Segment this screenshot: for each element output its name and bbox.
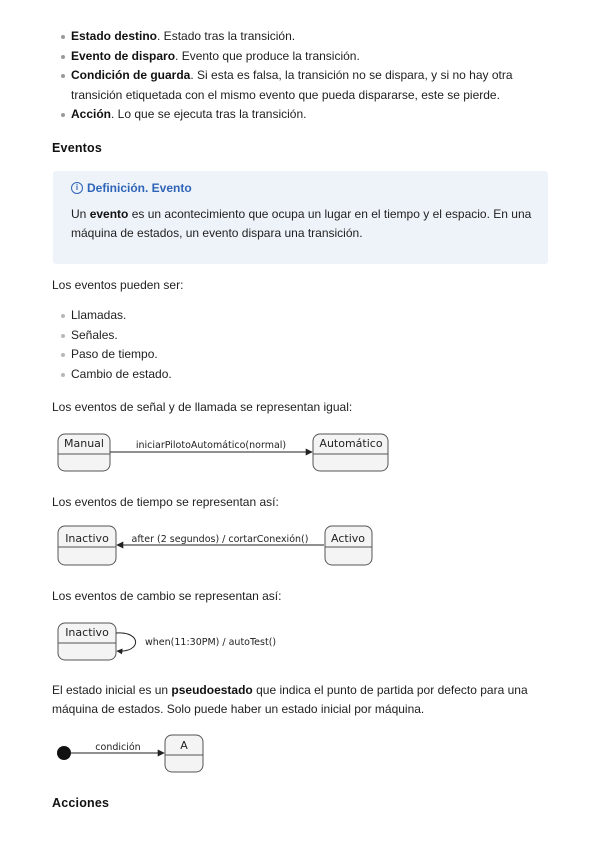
state-manual-label: Manual xyxy=(64,437,104,450)
list-item-desc: . Si esta es falsa, la transición no se dispara, y si no hay otra transición etiquetada con el mismo evento que pueda dispararse, este se pierde. xyxy=(71,68,513,102)
info-icon: i xyxy=(71,182,83,194)
self-transition-arrow xyxy=(116,633,136,651)
acciones-heading: Acciones xyxy=(52,796,110,810)
list-item-desc: . Estado tras la transición. xyxy=(157,29,296,43)
state-inactivo xyxy=(58,623,116,660)
callout-body-after: es un acontecimiento que ocupa un lugar en el tiempo y el espacio. En una máquina de estados, un evento dispara una transición. xyxy=(71,207,532,240)
initial-state-paragraph xyxy=(52,681,552,719)
initial-state-diagram xyxy=(0,730,600,780)
definition-callout xyxy=(53,171,548,264)
transition-label: iniciarPilotoAutomático(normal) xyxy=(135,440,287,451)
state-activo-label: Activo xyxy=(331,532,365,545)
state-inactivo-label: Inactivo xyxy=(65,532,109,545)
list-item xyxy=(52,47,552,67)
state-inactivo xyxy=(58,526,116,565)
list-item: Cambio de estado. xyxy=(52,365,552,385)
list-item-term: Condición de guarda xyxy=(71,68,191,82)
list-item: Llamadas. xyxy=(52,306,552,326)
callout-title-text: Definición. Evento xyxy=(87,181,192,195)
eventos-heading: Eventos xyxy=(52,141,103,155)
list-item: Señales. xyxy=(52,326,552,346)
initial-after: que indica el punto de partida por defecto para una máquina de estados. Solo puede haber un estado inicial por máquina. xyxy=(52,683,528,716)
state-a xyxy=(165,735,203,772)
signal-events-intro: Los eventos de señal y de llamada se representan igual: xyxy=(52,400,353,414)
list-item: Paso de tiempo. xyxy=(52,345,552,365)
list-item-term: Acción xyxy=(71,107,112,121)
state-automatico xyxy=(313,434,388,471)
state-a-label: A xyxy=(180,739,188,752)
initial-term: pseudoestado xyxy=(171,683,253,697)
transition-label: when(11:30PM) / autoTest() xyxy=(145,637,277,648)
list-item-term: Evento de disparo xyxy=(71,48,176,63)
list-item-desc: . Lo que se ejecuta tras la transición. xyxy=(111,107,307,121)
state-inactivo-label: Inactivo xyxy=(65,626,109,639)
time-events-intro: Los eventos de tiempo se representan así: xyxy=(52,495,279,509)
callout-title xyxy=(71,181,192,195)
transition-label: condición xyxy=(95,742,141,753)
list-item-desc: . Evento que produce la transición. xyxy=(175,48,360,63)
event-types-list xyxy=(52,306,552,384)
transition-label: after (2 segundos) / cortarConexión() xyxy=(131,534,309,545)
change-events-intro: Los eventos de cambio se representan así: xyxy=(52,589,282,603)
state-manual xyxy=(58,434,110,471)
callout-body-term: evento xyxy=(89,207,129,221)
state-activo xyxy=(325,526,372,565)
callout-body xyxy=(71,205,541,243)
list-item xyxy=(52,27,552,47)
list-item-term: Estado destino xyxy=(71,29,158,43)
event-types-intro: Los eventos pueden ser: xyxy=(52,278,184,292)
signal-event-diagram xyxy=(0,425,600,480)
state-automatico-label: Automático xyxy=(319,437,383,450)
initial-pseudostate xyxy=(57,746,71,760)
time-event-diagram xyxy=(0,518,600,573)
initial-before: El estado inicial es un xyxy=(52,683,172,697)
list-item xyxy=(52,66,552,105)
callout-body-before: Un xyxy=(71,207,90,221)
transition-parts-list xyxy=(52,27,552,125)
change-event-diagram xyxy=(0,615,600,670)
list-item xyxy=(52,105,552,125)
